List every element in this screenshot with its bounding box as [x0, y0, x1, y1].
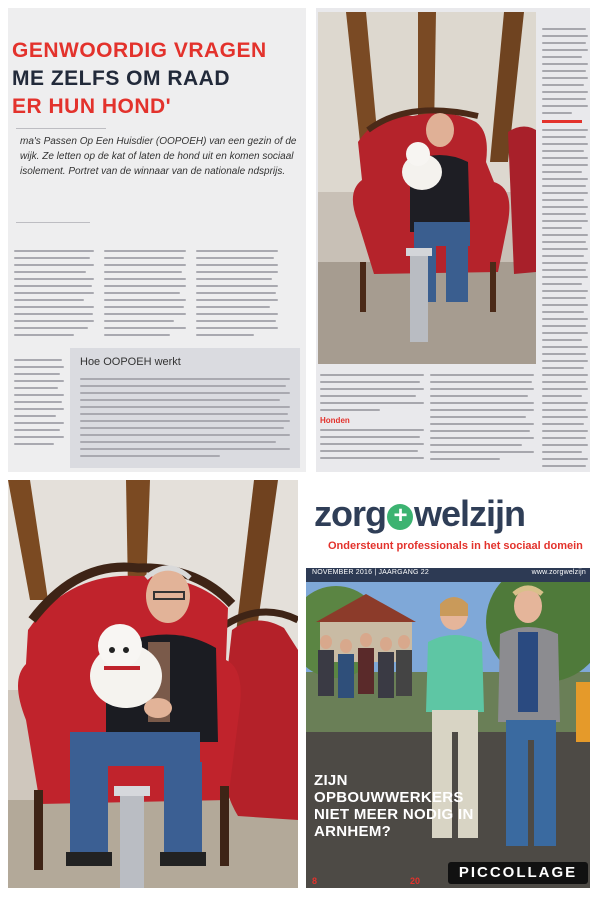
- article-headline-line-2: ME ZELFS OM RAAD: [12, 67, 230, 90]
- cover-photo-group: [306, 582, 590, 888]
- issue-bar: [306, 568, 590, 582]
- logo-text-right: welzijn: [414, 493, 526, 534]
- section-heading: Honden: [320, 416, 350, 425]
- magazine-logo: [314, 493, 526, 534]
- divider: [16, 128, 106, 129]
- article-headline-line-3: ER HUN HOND': [12, 95, 172, 118]
- piccollage-watermark: [448, 862, 588, 884]
- article-page-text: [8, 8, 306, 472]
- page-number-right: 20: [410, 876, 421, 886]
- website-label: www.zorgwelzijn: [531, 569, 586, 576]
- section-marker: [542, 120, 582, 123]
- body-text-column: [320, 374, 426, 464]
- magazine-tagline: Ondersteunt professionals in het sociaal domein: [328, 540, 583, 552]
- issue-label: NOVEMBER 2016 | JAARGANG 22: [312, 569, 429, 576]
- body-text-column: [542, 28, 590, 472]
- magazine-cover: [306, 480, 590, 888]
- page-number-left: 8: [312, 876, 318, 886]
- logo-text-left: zorg: [314, 493, 386, 534]
- article-page-photo: [316, 8, 590, 472]
- info-box: [70, 348, 300, 468]
- article-headline-line-1: GENWOORDIG VRAGEN: [12, 39, 267, 62]
- photo-man-with-dog-small: [318, 12, 536, 364]
- divider: [16, 222, 90, 223]
- body-text-column: [196, 250, 278, 341]
- article-intro: ma's Passen Op Een Huisdier (OOPOEH) van een gezin of de wijk. Ze letten op de kat of laten de hond uit en komen sociaal isolement. Portret van de winnaar van de nationale ndsprijs.: [20, 136, 297, 177]
- photo-man-with-dog-large: [8, 480, 298, 888]
- info-box-text: [80, 378, 290, 462]
- plus-icon: +: [387, 504, 413, 530]
- body-text-column: [104, 250, 186, 341]
- info-box-title: Hoe OOPOEH werkt: [80, 356, 181, 368]
- watermark-text: PICCOLLAGE: [458, 864, 578, 881]
- cover-headline: ZIJN OPBOUWWERKERS NIET MEER NODIG IN ARNHEM?: [314, 772, 474, 840]
- body-text-column: [430, 374, 536, 465]
